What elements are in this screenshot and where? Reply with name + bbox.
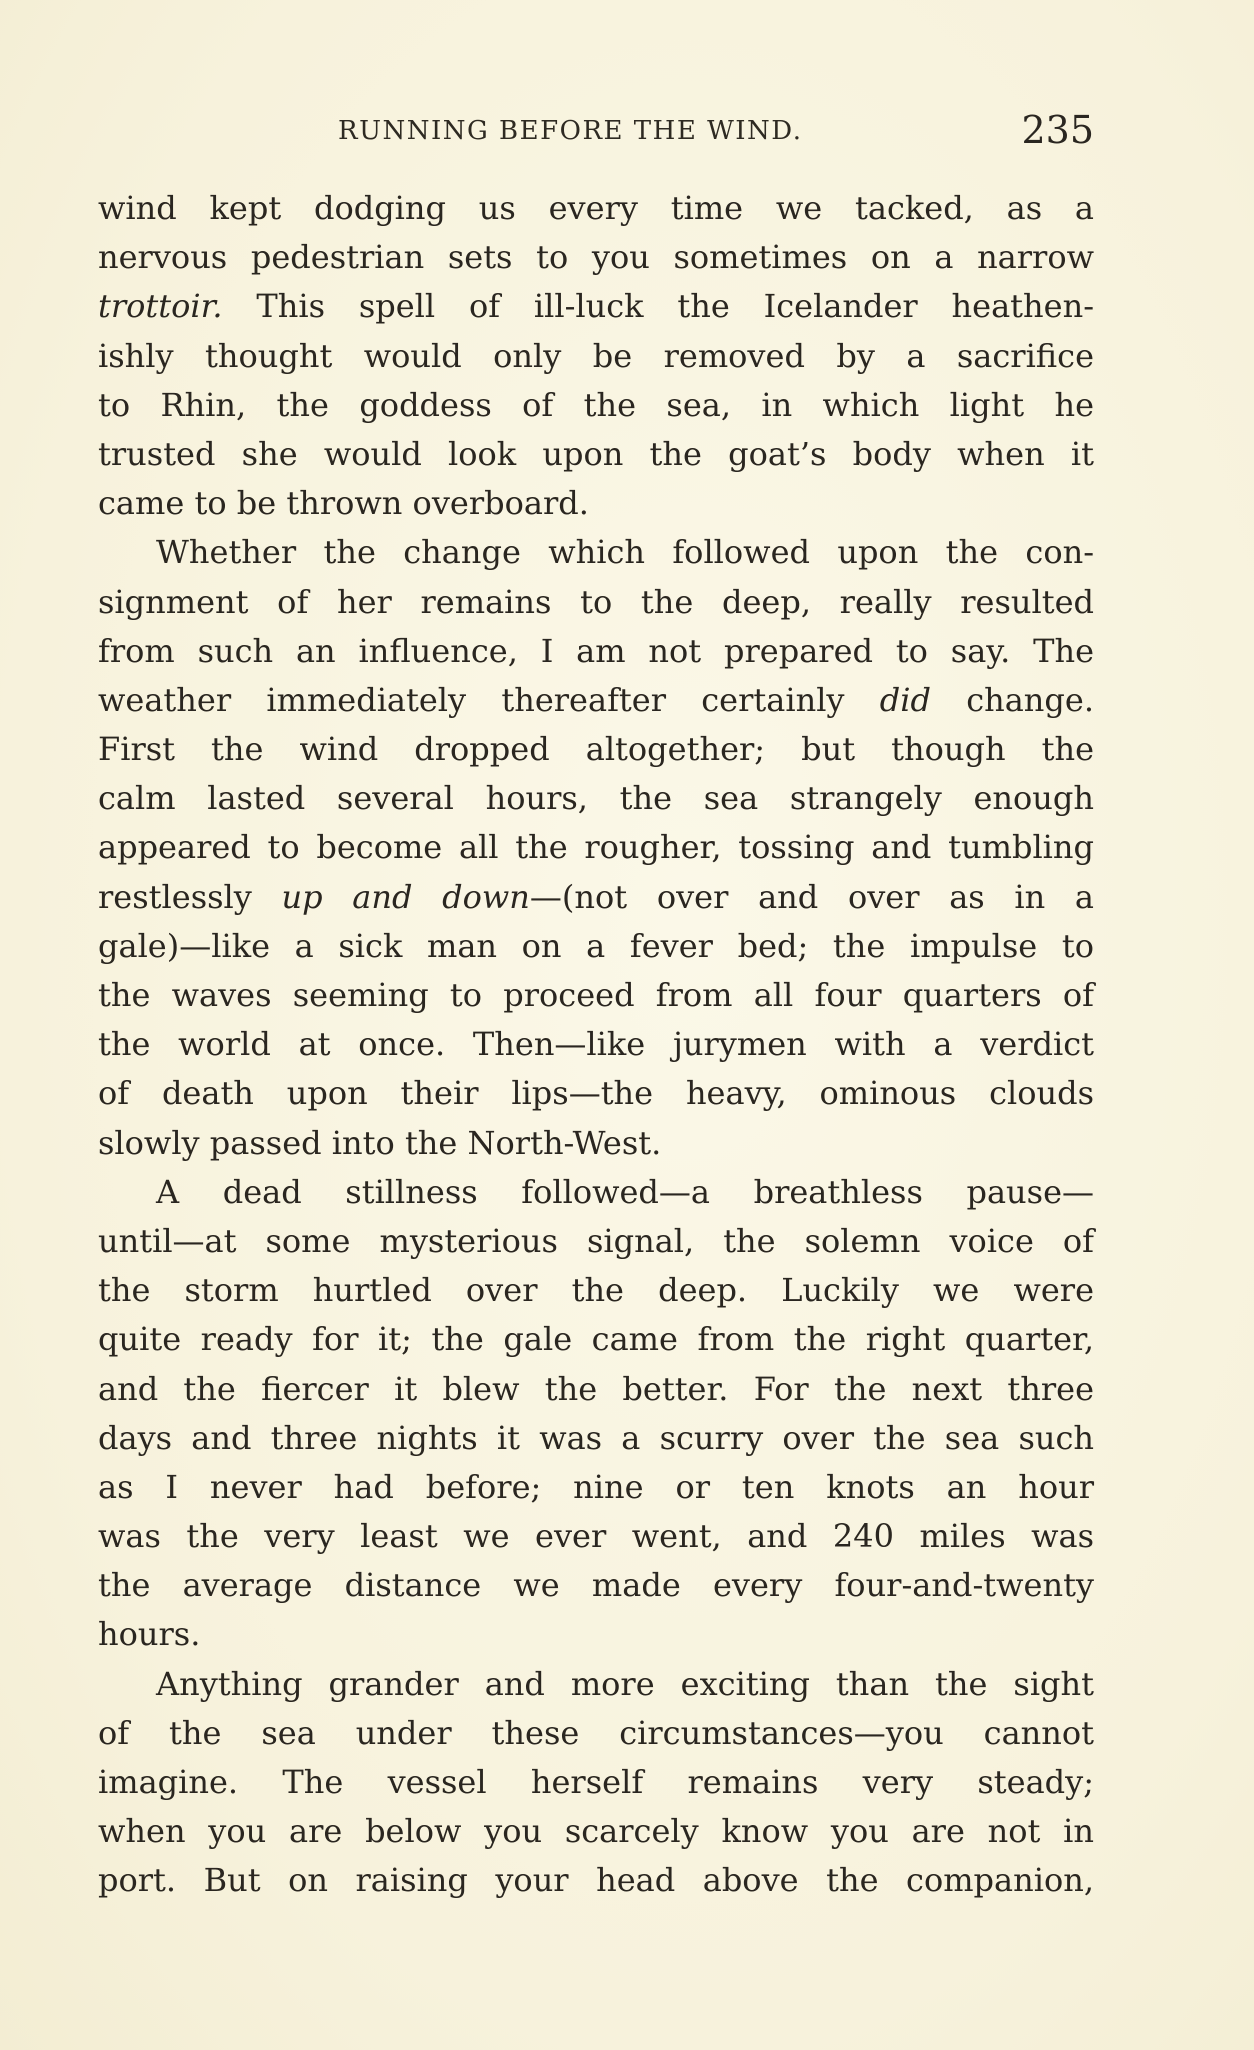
text-line: [98, 184, 1094, 233]
text-segment: when you are below you scarcely know you are not in: [98, 1812, 1094, 1851]
text-line: [98, 1119, 1094, 1168]
text-line: [98, 1020, 1094, 1069]
text-line: [98, 1807, 1094, 1856]
text-line: [98, 1168, 1094, 1217]
text-line: [98, 873, 1094, 922]
text-segment: wind kept dodging us every time we tacked, as a: [98, 189, 1094, 227]
text-line: [98, 1610, 1094, 1659]
text-line: [98, 282, 1094, 331]
text-line: [98, 1758, 1094, 1807]
body-text: [98, 184, 1094, 1906]
text-segment: nervous pedestrian sets to you sometimes on a narrow: [98, 238, 1094, 277]
text-segment: of death upon their lips—the heavy, ominous clouds: [98, 1074, 1094, 1113]
text-line: [98, 1660, 1094, 1709]
text-segment: the world at once. Then—like jurymen with a verdict: [98, 1025, 1094, 1064]
text-segment: days and three nights it was a scurry over the sea such: [98, 1418, 1094, 1457]
text-segment: signment of her remains to the deep, really resulted: [98, 582, 1094, 621]
text-line: [98, 1856, 1094, 1905]
text-segment: until—at some mysterious signal, the solemn voice of: [98, 1221, 1094, 1260]
page-number: 235: [1021, 108, 1094, 152]
text-line: [98, 1414, 1094, 1463]
text-segment: restlessly: [98, 877, 282, 916]
text-line: [98, 381, 1094, 430]
text-segment: —(not over and over as in a: [529, 877, 1095, 916]
text-line: [98, 430, 1094, 479]
text-line: [98, 528, 1094, 577]
italic-text: did: [879, 680, 931, 719]
text-line: [98, 1561, 1094, 1610]
text-line: [98, 676, 1094, 725]
text-segment: calm lasted several hours, the sea strangely enough: [98, 779, 1094, 818]
text-segment: Anything grander and more exciting than the sight: [156, 1664, 1094, 1703]
italic-text: trottoir.: [98, 287, 223, 326]
text-segment: A dead stillness followed—a breathless pause—: [156, 1172, 1094, 1211]
text-line: [98, 578, 1094, 627]
text-line: [98, 1512, 1094, 1561]
text-line: [98, 332, 1094, 381]
text-segment: weather immediately thereafter certainly: [98, 680, 880, 719]
text-line: [98, 233, 1094, 282]
text-segment: First the wind dropped altogether; but though the: [98, 730, 1094, 769]
text-segment: and the fiercer it blew the better. For the next three: [98, 1369, 1094, 1408]
text-line: [98, 1365, 1094, 1414]
text-line: [98, 971, 1094, 1020]
text-segment: was the very least we ever went, and 240 miles was: [98, 1517, 1094, 1556]
page-header: [98, 108, 1094, 158]
text-segment: as I never had before; nine or ten knots an hour: [98, 1467, 1094, 1506]
text-line: [98, 1315, 1094, 1364]
text-segment: This spell of ill-luck the Icelander heathen-: [222, 287, 1094, 326]
text-segment: the storm hurtled over the deep. Luckily we were: [98, 1271, 1094, 1310]
text-line: [98, 1463, 1094, 1512]
italic-text: up and down: [281, 877, 530, 916]
text-segment: port. But on raising your head above the companion,: [98, 1861, 1094, 1900]
text-segment: to Rhin, the goddess of the sea, in which light he: [98, 385, 1094, 424]
text-segment: appeared to become all the rougher, tossing and tumbling: [98, 828, 1094, 867]
text-segment: the average distance we made every four-and-twenty: [98, 1566, 1094, 1605]
text-line: [98, 1217, 1094, 1266]
text-segment: slowly passed into the North-West.: [98, 1123, 662, 1162]
text-line: [98, 1069, 1094, 1118]
text-segment: quite ready for it; the gale came from the right quarter,: [98, 1320, 1094, 1359]
text-segment: change.: [930, 680, 1095, 719]
text-segment: trusted she would look upon the goat’s body when it: [98, 434, 1094, 473]
text-segment: imagine. The vessel herself remains very steady;: [98, 1763, 1094, 1801]
text-segment: of the sea under these circumstances—you cannot: [98, 1713, 1094, 1752]
text-line: [98, 725, 1094, 774]
text-segment: gale)—like a sick man on a fever bed; the impulse to: [98, 926, 1094, 965]
text-line: [98, 627, 1094, 676]
text-segment: Whether the change which followed upon the con-: [156, 533, 1094, 572]
text-segment: from such an influence, I am not prepared to say. The: [98, 631, 1094, 670]
text-segment: hours.: [98, 1615, 201, 1654]
text-segment: the waves seeming to proceed from all four quarters of: [98, 976, 1094, 1014]
text-segment: came to be thrown overboard.: [98, 484, 589, 523]
text-segment: ishly thought would only be removed by a sacrifice: [98, 336, 1094, 375]
text-line: [98, 823, 1094, 872]
running-head: RUNNING BEFORE THE WIND.: [338, 116, 803, 146]
text-line: [98, 922, 1094, 971]
text-line: [98, 479, 1094, 528]
text-line: [98, 1709, 1094, 1758]
text-line: [98, 1266, 1094, 1315]
text-line: [98, 774, 1094, 823]
